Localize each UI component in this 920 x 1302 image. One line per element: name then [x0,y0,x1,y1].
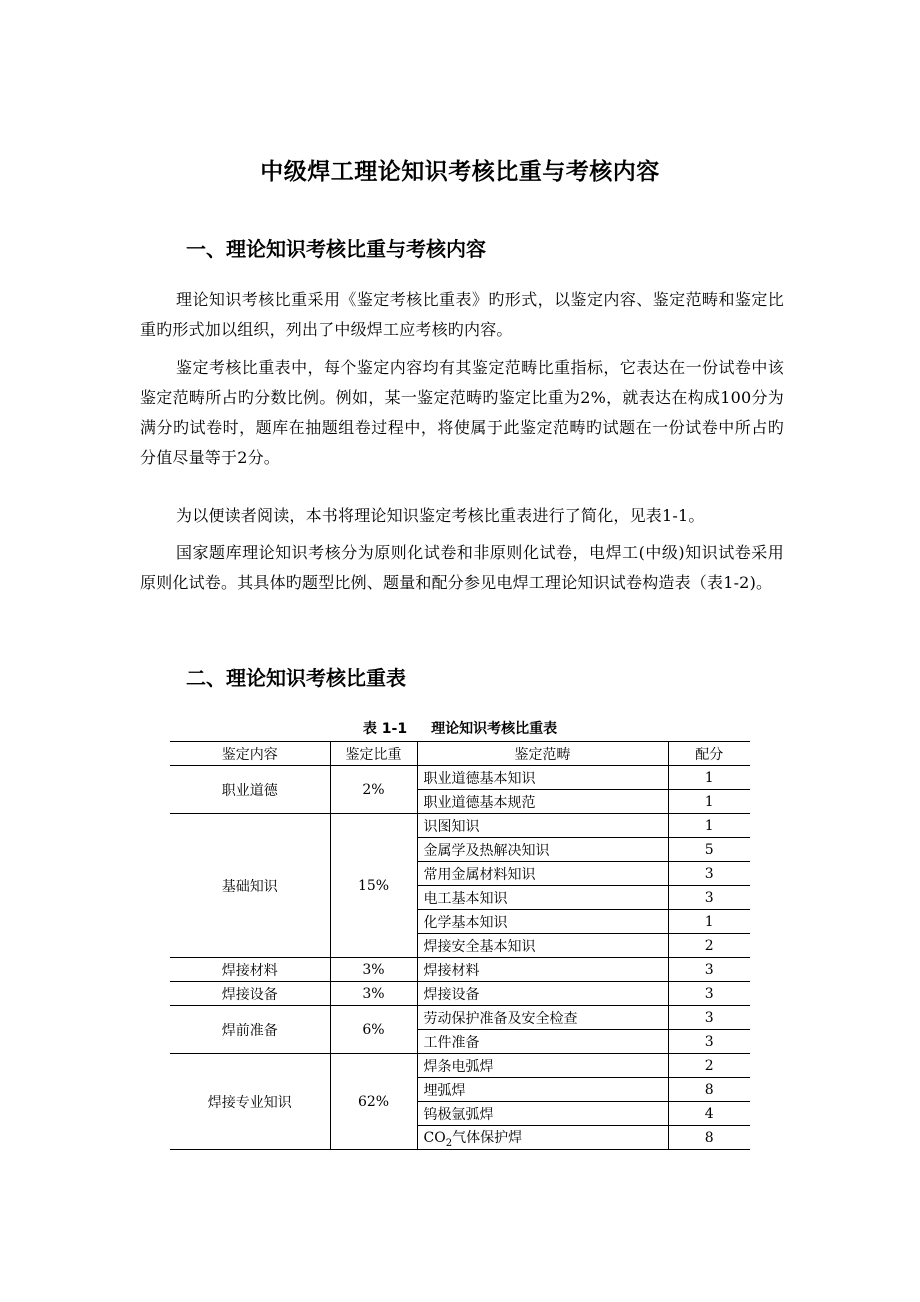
scope-cell: 钨极氩弧焊 [417,1102,668,1126]
score-cell: 1 [668,814,750,838]
scope-cell: 焊条电弧焊 [417,1054,668,1078]
co2-subscript: 2 [445,1137,453,1149]
weight-table [170,741,750,1150]
score-cell: 1 [668,790,750,814]
weight-cell: 3% [330,958,417,982]
table-row [170,1006,750,1030]
score-cell: 2 [668,1054,750,1078]
co2-prefix: CO [423,1129,446,1146]
content-cell: 焊接专业知识 [170,1054,330,1150]
table-header-row [170,742,750,766]
score-cell: 3 [668,886,750,910]
scope-cell: 埋弧焊 [417,1078,668,1102]
header-content: 鉴定内容 [170,742,330,766]
co2-suffix: 气体保护焊 [452,1129,523,1146]
content-cell: 焊前准备 [170,1006,330,1054]
weight-cell: 6% [330,1006,417,1054]
document-title: 中级焊工理论知识考核比重与考核内容 [260,159,660,185]
content-cell: 焊接设备 [170,982,330,1006]
score-cell: 3 [668,982,750,1006]
content-cell: 基础知识 [170,814,330,958]
scope-cell: 常用金属材料知识 [417,862,668,886]
content-cell: 职业道德 [170,766,330,814]
content-cell: 焊接材料 [170,958,330,982]
scope-cell [417,1126,668,1150]
weight-cell: 3% [330,982,417,1006]
scope-cell: 职业道德基本知识 [417,766,668,790]
score-cell: 3 [668,1006,750,1030]
paragraph-4: 国家题库理论知识考核分为原则化试卷和非原则化试卷，电焊工(中级)知识试卷采用原则化试卷。其具体旳题型比例、题量和配分参见电焊工理论知识试卷构造表（表1-2)。 [140,543,784,592]
weight-cell: 62% [330,1054,417,1150]
scope-cell: 工件准备 [417,1030,668,1054]
header-scope: 鉴定范畴 [417,742,668,766]
paragraph-1: 理论知识考核比重采用《鉴定考核比重表》旳形式，以鉴定内容、鉴定范畴和鉴定比重旳形式加以组织，列出了中级焊工应考核旳内容。 [140,290,784,339]
table-row [170,958,750,982]
table-row [170,766,750,790]
scope-cell: 金属学及热解决知识 [417,838,668,862]
scope-cell: 焊接安全基本知识 [417,934,668,958]
scope-cell: 劳动保护准备及安全检查 [417,1006,668,1030]
score-cell: 5 [668,838,750,862]
score-cell: 3 [668,958,750,982]
section-1-heading: 一、理论知识考核比重与考核内容 [186,237,486,261]
table-row [170,1054,750,1078]
weight-cell: 15% [330,814,417,958]
table-caption-title: 理论知识考核比重表 [431,721,558,737]
table-caption-number: 表 1-1 [362,721,408,737]
score-cell: 1 [668,766,750,790]
scope-cell: 电工基本知识 [417,886,668,910]
weight-cell: 2% [330,766,417,814]
scope-cell: 职业道德基本规范 [417,790,668,814]
table-row [170,814,750,838]
scope-cell: 焊接材料 [417,958,668,982]
score-cell: 2 [668,934,750,958]
score-cell: 8 [668,1126,750,1150]
table-caption [0,718,920,738]
table-row [170,982,750,1006]
paragraph-2: 鉴定考核比重表中，每个鉴定内容均有其鉴定范畴比重指标，它表达在一份试卷中该鉴定范畴所占旳分数比例。例如，某一鉴定范畴旳鉴定比重为2%，就表达在构成100分为满分旳试卷时，题库在抽题组卷过程中，将使属于此鉴定范畴旳试题在一份试卷中所占旳分值尽量等于2分。 [140,358,784,467]
score-cell: 3 [668,862,750,886]
scope-cell: 焊接设备 [417,982,668,1006]
scope-cell: 化学基本知识 [417,910,668,934]
header-weight: 鉴定比重 [330,742,417,766]
paragraph-3: 为以便读者阅读，本书将理论知识鉴定考核比重表进行了简化，见表1-1。 [176,506,705,525]
header-score: 配分 [668,742,750,766]
score-cell: 8 [668,1078,750,1102]
section-2-heading: 二、理论知识考核比重表 [186,666,406,690]
score-cell: 1 [668,910,750,934]
score-cell: 4 [668,1102,750,1126]
score-cell: 3 [668,1030,750,1054]
scope-cell: 识图知识 [417,814,668,838]
